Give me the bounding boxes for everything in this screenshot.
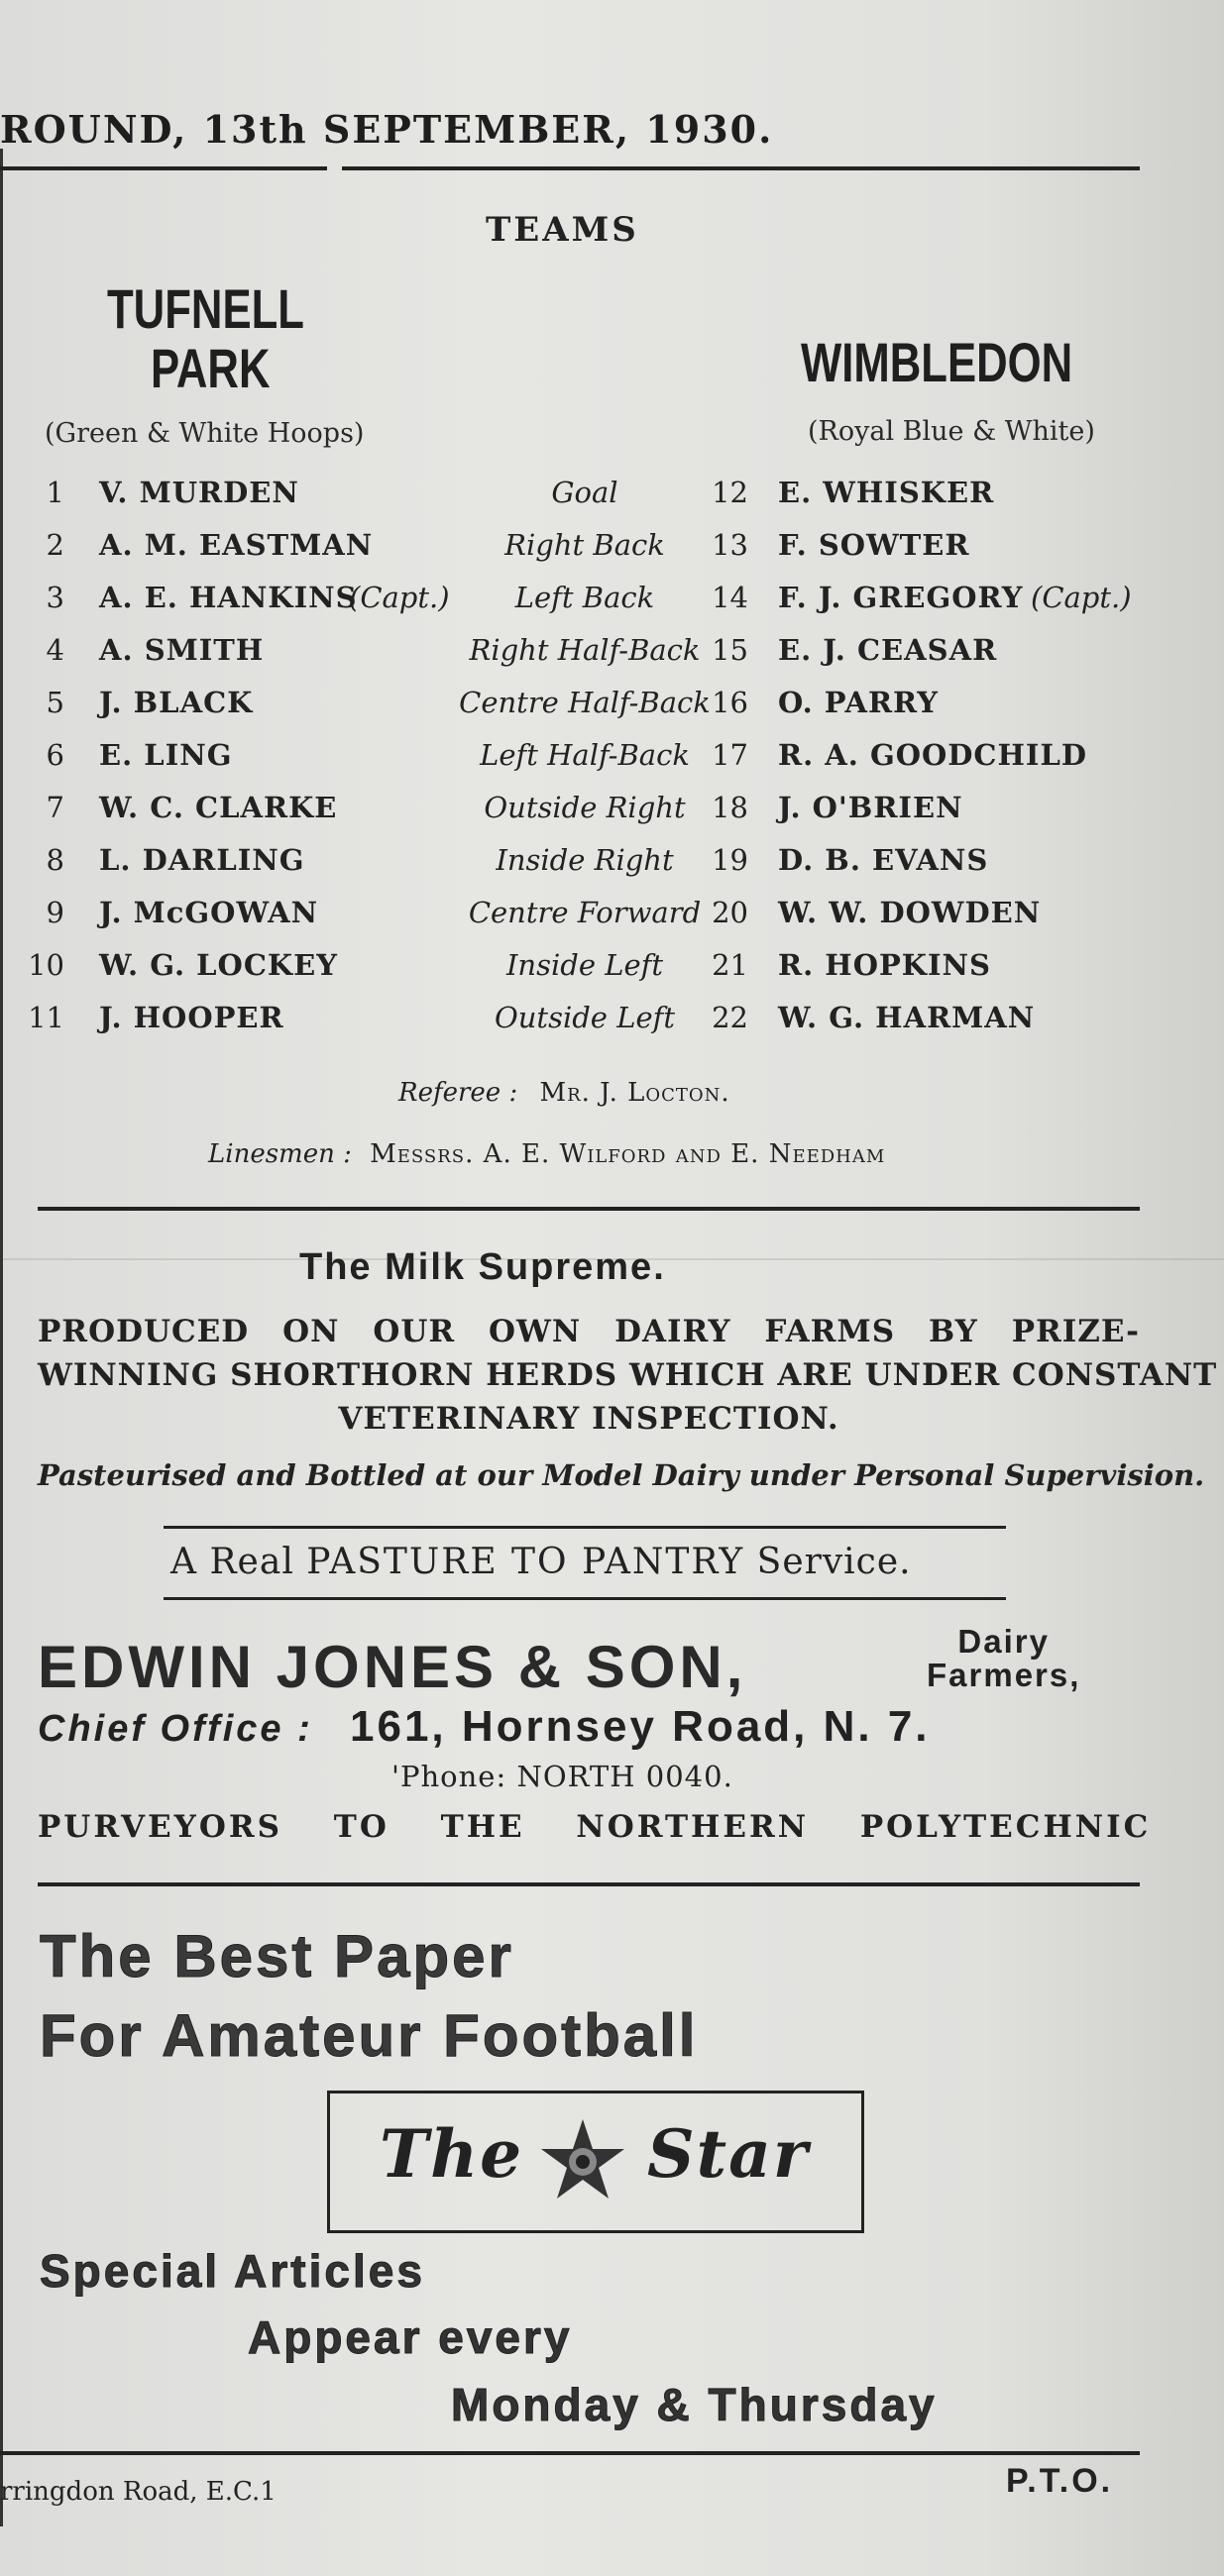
masthead-the: The — [380, 2115, 524, 2193]
away-player-name: O. PARRY — [778, 686, 939, 719]
milk-ad-body-line1: PRODUCED ON OUR OWN DAIRY FARMS BY PRIZE- — [38, 1314, 1140, 1349]
referee-label: Referee : — [398, 1078, 518, 1108]
service-rule-top — [164, 1526, 1006, 1529]
lineup-row — [0, 1001, 1224, 1052]
star-ad-line1: The Best Paper — [40, 1923, 514, 1989]
away-player-name: R. HOPKINS — [778, 948, 991, 982]
chief-office-line — [38, 1702, 931, 1752]
lineup-row — [0, 896, 1224, 947]
away-team-colours: (Royal Blue & White) — [808, 416, 1095, 447]
star-masthead-box — [327, 2091, 864, 2233]
chief-office-label: Chief Office : — [38, 1708, 313, 1750]
away-player-number: 18 — [712, 791, 748, 824]
away-team-name: WIMBLEDON — [801, 331, 1073, 393]
away-player-number: 16 — [712, 686, 748, 719]
away-player-number: 12 — [712, 476, 748, 509]
star-ad-special-line3: Monday & Thursday — [451, 2379, 938, 2430]
player-position: Left Back — [514, 581, 655, 614]
lineup-row — [0, 686, 1224, 737]
header-rule-left — [0, 166, 327, 170]
home-player-number: 11 — [28, 1001, 64, 1034]
page-header-date: ROUND, 13th SEPTEMBER, 1930. — [0, 107, 774, 152]
linesmen-names: Messrs. A. E. Wilford and E. Needham — [370, 1139, 886, 1169]
away-player-number: 15 — [712, 633, 748, 667]
home-player-name: J. BLACK — [99, 686, 254, 719]
home-team-name-line2: PARK — [151, 337, 271, 399]
away-player-name: F. SOWTER — [778, 528, 970, 562]
referee-line — [398, 1078, 730, 1108]
player-position: Centre Half-Back — [459, 686, 711, 719]
home-player-number: 10 — [28, 948, 64, 982]
home-player-number: 6 — [46, 738, 64, 772]
home-team-name-line1: TUFNELL — [107, 277, 304, 340]
home-player-name: A. SMITH — [99, 633, 265, 667]
player-position: Outside Left — [494, 1001, 675, 1034]
home-player-number: 7 — [46, 791, 64, 824]
lineup-row — [0, 528, 1224, 580]
away-captain-marker: (Capt.) — [1031, 581, 1132, 614]
away-player-name: W. W. DOWDEN — [778, 896, 1042, 929]
player-position: Inside Right — [496, 843, 674, 877]
lineup-row — [0, 738, 1224, 790]
service-prefix: A Real — [170, 1542, 294, 1582]
home-player-name: E. LING — [99, 738, 233, 772]
away-player-number: 19 — [712, 843, 748, 877]
footer-rule — [0, 2451, 1140, 2455]
chief-office-address: 161, Hornsey Road, N. 7. — [350, 1702, 931, 1751]
home-player-name: A. E. HANKINS — [99, 581, 358, 614]
player-position: Right Half-Back — [469, 633, 701, 667]
away-player-number: 21 — [712, 948, 748, 982]
milk-ad-body-line2: WINNING SHORTHORN HERDS WHICH ARE UNDER CONSTANT — [38, 1357, 1218, 1393]
player-position: Left Half-Back — [480, 738, 690, 772]
pto-marker: P.T.O. — [1006, 2462, 1114, 2500]
away-player-name: J. O'BRIEN — [778, 791, 963, 824]
purveyors-line: PURVEYORS TO THE NORTHERN POLYTECHNIC — [38, 1809, 1152, 1845]
home-team-colours: (Green & White Hoops) — [45, 418, 365, 449]
lineup-row — [0, 948, 1224, 1000]
linesmen-line — [208, 1139, 885, 1169]
linesmen-label: Linesmen : — [208, 1139, 352, 1169]
star-ad-line2: For Amateur Football — [40, 2002, 699, 2069]
service-suffix: Service. — [756, 1542, 912, 1582]
milk-ad-title: The Milk Supreme. — [299, 1246, 666, 1288]
home-player-number: 8 — [46, 843, 64, 877]
lineup-row — [0, 476, 1224, 527]
home-player-number: 3 — [46, 581, 64, 614]
away-player-number: 17 — [712, 738, 748, 772]
home-player-name: L. DARLING — [99, 843, 305, 877]
away-player-name: D. B. EVANS — [778, 843, 989, 877]
home-player-number: 9 — [46, 896, 64, 929]
lineup-row — [0, 581, 1224, 632]
home-player-name: W. G. LOCKEY — [99, 948, 338, 982]
away-player-number: 14 — [712, 581, 748, 614]
service-line — [170, 1542, 912, 1582]
milk-ad-pasteurised: Pasteurised and Bottled at our Model Dairy under Personal Supervision. — [38, 1458, 1205, 1492]
section-divider-1 — [38, 1207, 1140, 1211]
home-player-name: A. M. EASTMAN — [99, 528, 374, 562]
service-rule-bottom — [164, 1597, 1006, 1600]
home-player-name: J. McGOWAN — [99, 896, 319, 929]
away-player-name: E. WHISKER — [778, 476, 995, 509]
milk-ad-body-line3: VETERINARY INSPECTION. — [338, 1401, 839, 1437]
teams-heading: TEAMS — [486, 210, 639, 250]
home-player-number: 1 — [46, 476, 64, 509]
service-main: PASTURE TO PANTRY — [306, 1542, 745, 1582]
home-player-number: 2 — [46, 528, 64, 562]
firm-note-line2: Farmers, — [927, 1657, 1081, 1693]
home-player-name: J. HOOPER — [99, 1001, 284, 1034]
referee-name: Mr. J. Locton. — [539, 1078, 730, 1108]
star-ad-special-line2: Appear every — [248, 2311, 573, 2363]
home-player-name: V. MURDEN — [99, 476, 299, 509]
player-position: Centre Forward — [468, 896, 702, 929]
home-player-number: 5 — [46, 686, 64, 719]
star-ad-special-line1: Special Articles — [40, 2245, 425, 2297]
away-player-number: 20 — [712, 896, 748, 929]
firm-name: EDWIN JONES & SON, — [38, 1634, 747, 1700]
home-player-name: W. C. CLARKE — [99, 791, 338, 824]
lineup-row — [0, 633, 1224, 685]
away-player-name: E. J. CEASAR — [778, 633, 998, 667]
firm-note-line1: Dairy — [957, 1623, 1050, 1660]
away-player-number: 22 — [712, 1001, 748, 1034]
player-position: Outside Right — [484, 791, 686, 824]
player-position: Goal — [551, 476, 618, 509]
player-position: Right Back — [504, 528, 665, 562]
home-player-number: 4 — [46, 633, 64, 667]
star-emblem-icon — [538, 2117, 627, 2206]
home-captain-marker: (Capt.) — [349, 581, 450, 614]
lineup-row — [0, 843, 1224, 895]
lineup-row — [0, 791, 1224, 842]
away-player-name: W. G. HARMAN — [778, 1001, 1036, 1034]
player-position: Inside Left — [505, 948, 664, 982]
firm-note — [927, 1625, 1080, 1692]
away-player-name: R. A. GOODCHILD — [778, 738, 1088, 772]
away-player-name: F. J. GREGORY — [778, 581, 1024, 614]
printer-address: rringdon Road, E.C.1 — [0, 2477, 277, 2507]
phone-number: 'Phone: NORTH 0040. — [391, 1760, 733, 1793]
header-rule-right — [342, 166, 1140, 170]
away-player-number: 13 — [712, 528, 748, 562]
section-divider-2 — [38, 1882, 1140, 1886]
masthead-star: Star — [647, 2115, 810, 2193]
